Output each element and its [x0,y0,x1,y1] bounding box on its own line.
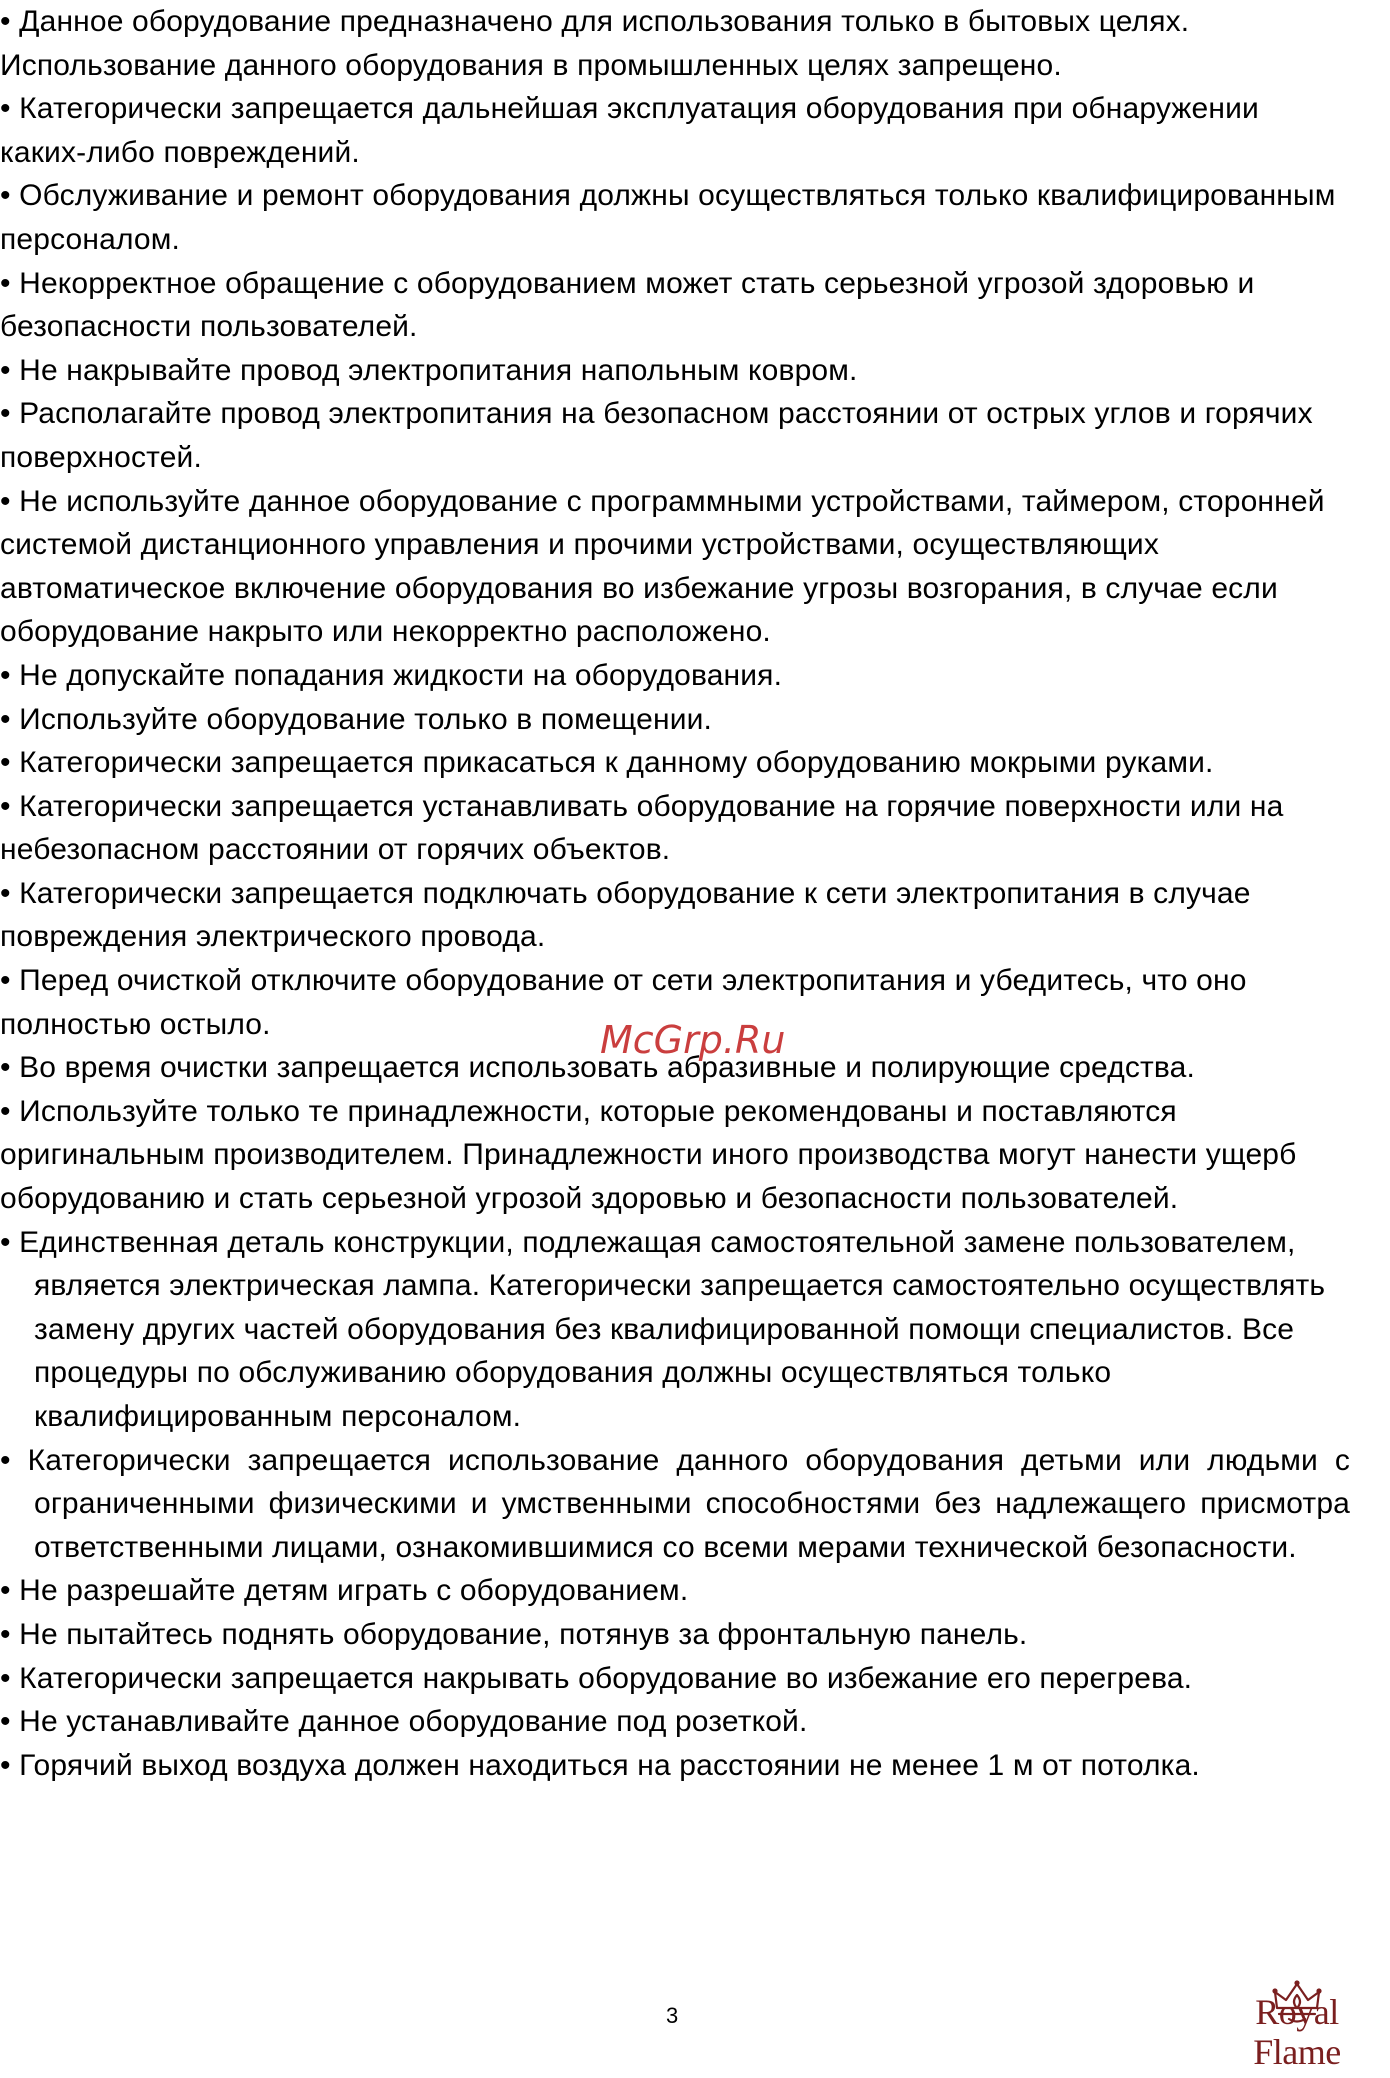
bullet-item: • Во время очистки запрещается использовать абразивные и полирующие средства. [0,1051,1195,1085]
bullet-item: • Используйте только те принадлежности, которые рекомендованы и поставляются оригинальным производителем. Принадлежности иного производства могут нанести ущерб оборудованию и стать серьезной угрозой здоровью и безопасности пользователей. [0,1094,1297,1216]
bullet-item: • Не пытайтесь поднять оборудование, потянув за фронтальную панель. [0,1617,1028,1651]
bullet-item: • Категорически запрещается устанавливать оборудование на горячие поверхности или на небезопасном расстоянии от горячих объектов. [0,789,1284,867]
bullet-item: • Обслуживание и ремонт оборудования должны осуществляться только квалифицированным персоналом. [0,179,1336,256]
bullet-item: • Используйте оборудование только в помещении. [0,702,713,736]
bullet-item: • Данное оборудование предназначено для использования только в бытовых целях. Использование данного оборудования в промышленных целях запрещено. [0,5,1190,82]
bullet-item: • Категорически запрещается подключать оборудование к сети электропитания в случае повреждения электрического провода. [0,876,1251,954]
bullet-item: • Горячий выход воздуха должен находиться на расстоянии не менее 1 м от потолка. [0,1748,1200,1782]
bullet-item: • Категорически запрещается использование данного оборудования детьми или людьми с ограниченными физическими и умственными способностями без надлежащего присмотра ответственными лицами, ознакомившимися со всеми мерами технической безопасности. [0,1443,1350,1564]
bullet-item: • Категорически запрещается накрывать оборудование во избежание его перегрева. [0,1661,1193,1695]
bullet-item: • Перед очисткой отключите оборудование от сети электропитания и убедитесь, что оно полностью остыло. [0,964,1247,1041]
page-number: 3 [666,2003,679,2028]
bullet-item: • Не допускайте попадания жидкости на оборудования. [0,658,783,692]
bullet-item: • Располагайте провод электропитания на безопасном расстоянии от острых углов и горячих поверхностей. [0,397,1313,474]
bullet-item: • Категорически запрещается прикасаться к данному оборудованию мокрыми руками. [0,746,1214,780]
brand-logo [1216,1978,1378,2076]
bullet-item: • Не используйте данное оборудование с программными устройствами, таймером, сторонней системой дистанционного управления и прочими устройствами, осуществляющих автоматическое включение оборудования во избежание угрозы возгорания, в случае если оборудование накрыто или некорректно расположено. [0,484,1325,649]
bullet-item: • Не накрывайте провод электропитания напольным ковром. [0,353,858,387]
bullet-item: • Некорректное обращение с оборудованием может стать серьезной угрозой здоровью и безопасности пользователей. [0,266,1255,344]
watermark: McGrp.Ru [600,1018,786,1062]
bullet-item: • Не устанавливайте данное оборудование под розеткой. [0,1705,808,1739]
bullet-item: • Не разрешайте детям играть с оборудованием. [0,1574,689,1608]
brand-name: Royal Flame [1253,1992,1341,2072]
bullet-item: • Единственная деталь конструкции, подлежащая самостоятельной замене пользователем, является электрическая лампа. Категорически запрещается самостоятельно осуществлять замену других частей оборудования без квалифицированной помощи специалистов. Все процедуры по обслуживанию оборудования должны осуществляться только квалифицированным персоналом. [0,1225,1326,1433]
bullet-item: • Категорически запрещается дальнейшая эксплуатация оборудования при обнаружении каких-либо повреждений. [0,92,1259,169]
